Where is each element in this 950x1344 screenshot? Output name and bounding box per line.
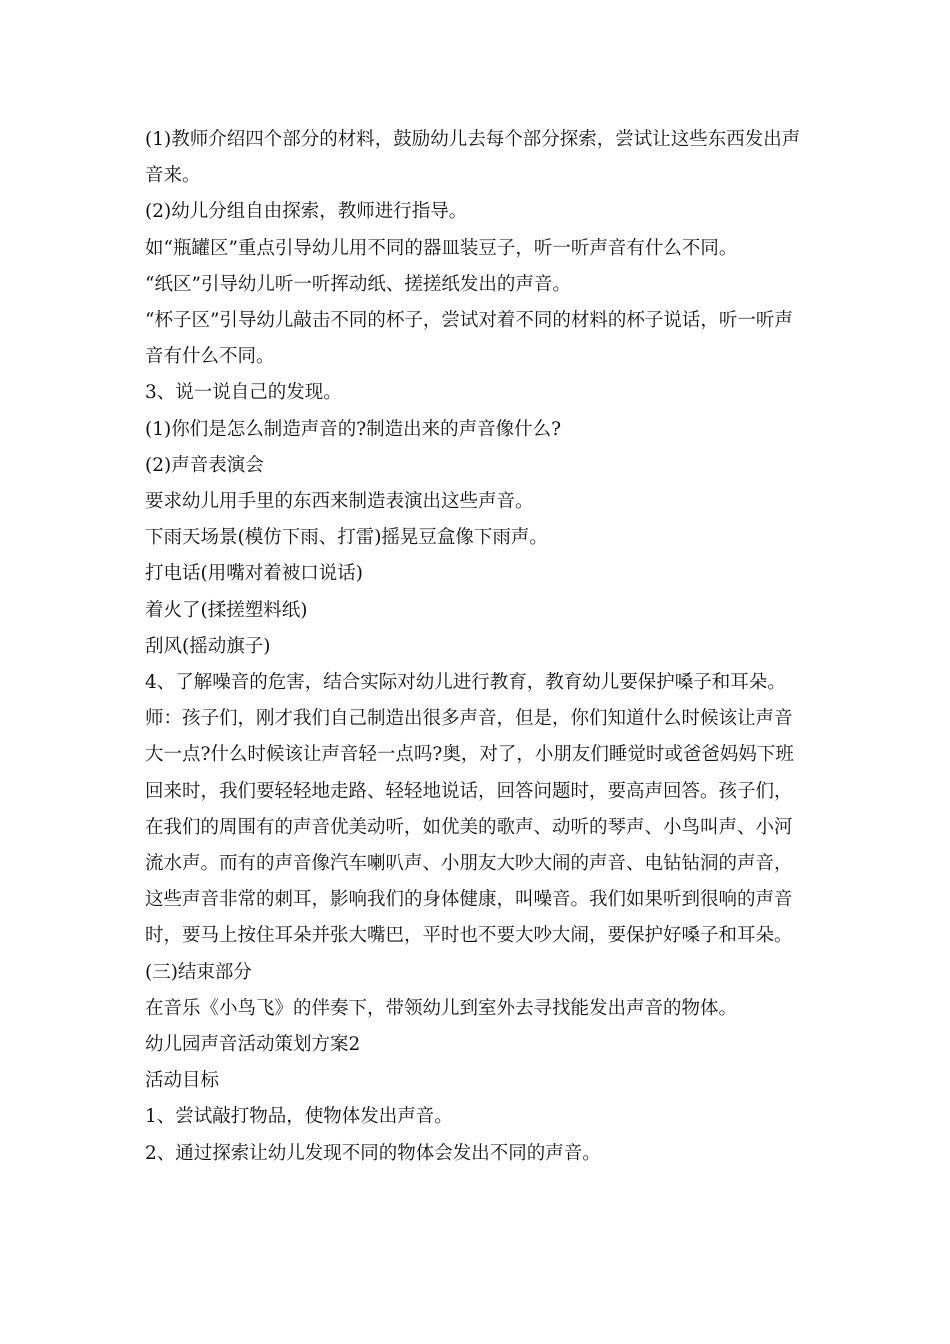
paragraph-teacher-speech: 师：孩子们，刚才我们自己制造出很多声音，但是，你们知道什么时候该让声音大一点?什么时候该让声音轻一点吗?奥，对了，小朋友们睡觉时或爸爸妈妈下班回来时，我们要轻轻地走路、轻轻地说话，回答问题时，要高声回答。孩子们，在我们的周围有的声音优美动听，如优美的歌声、动听的琴声、小鸟叫声、小河流水声。而有的声音像汽车喇叭声、小朋友大吵大闹的声音、电钻钻洞的声音，这些声音非常的刺耳，影响我们的身体健康，叫噪音。我们如果听到很响的声音时，要马上按住耳朵并张大嘴巴，平时也不要大吵大闹，要保护好嗓子和耳朵。 <box>145 708 794 947</box>
paragraph-step-2-explore: (2)幼儿分组自由探索，教师进行指导。 <box>145 201 468 223</box>
paragraph-plan-2-title: 幼儿园声音活动策划方案2 <box>145 1034 361 1056</box>
paragraph-show-instructions: 要求幼儿用手里的东西来制造表演出这些声音。 <box>145 491 534 513</box>
paragraph-section-4-heading: 4、了解噪音的危害，结合实际对幼儿进行教育，教育幼儿要保护嗓子和耳朵。 <box>145 672 786 694</box>
paragraph-ending-heading: (三)结束部分 <box>145 961 252 983</box>
paragraph-phone-call: 打电话(用嘴对着被口说话) <box>145 563 363 585</box>
paragraph-step-1-intro: (1)教师介绍四个部分的材料，鼓励幼儿去每个部分探索，尝试让这些东西发出声音来。 <box>145 129 801 187</box>
paragraph-rain-scene: 下雨天场景(模仿下雨、打雷)摇晃豆盒像下雨声。 <box>145 527 548 549</box>
paragraph-fire: 着火了(揉搓塑料纸) <box>145 599 308 621</box>
paragraph-question: (1)你们是怎么制造声音的?制造出来的声音像什么? <box>145 418 562 440</box>
paragraph-sound-show: (2)声音表演会 <box>145 454 264 476</box>
paragraph-jar-area: 如“瓶罐区”重点引导幼儿用不同的器皿装豆子，听一听声音有什么不同。 <box>145 237 738 259</box>
paragraph-ending-activity: 在音乐《小鸟飞》的伴奏下，带领幼儿到室外去寻找能发出声音的物体。 <box>145 997 738 1019</box>
paragraph-cup-area: “杯子区”引导幼儿敲击不同的杯子，尝试对着不同的材料的杯子说话，听一听声音有什么不同。 <box>145 310 793 368</box>
paragraph-section-3-heading: 3、说一说自己的发现。 <box>145 382 342 404</box>
paragraph-goals-heading: 活动目标 <box>145 1070 220 1092</box>
paragraph-goal-2: 2、通过探索让幼儿发现不同的物体会发出不同的声音。 <box>145 1142 601 1164</box>
paragraph-paper-area: “纸区”引导幼儿听一听挥动纸、搓搓纸发出的声音。 <box>145 273 571 295</box>
document-body <box>145 122 807 1172</box>
paragraph-goal-1: 1、尝试敲打物品，使物体发出声音。 <box>145 1106 453 1128</box>
paragraph-wind: 刮风(摇动旗子) <box>145 635 271 657</box>
